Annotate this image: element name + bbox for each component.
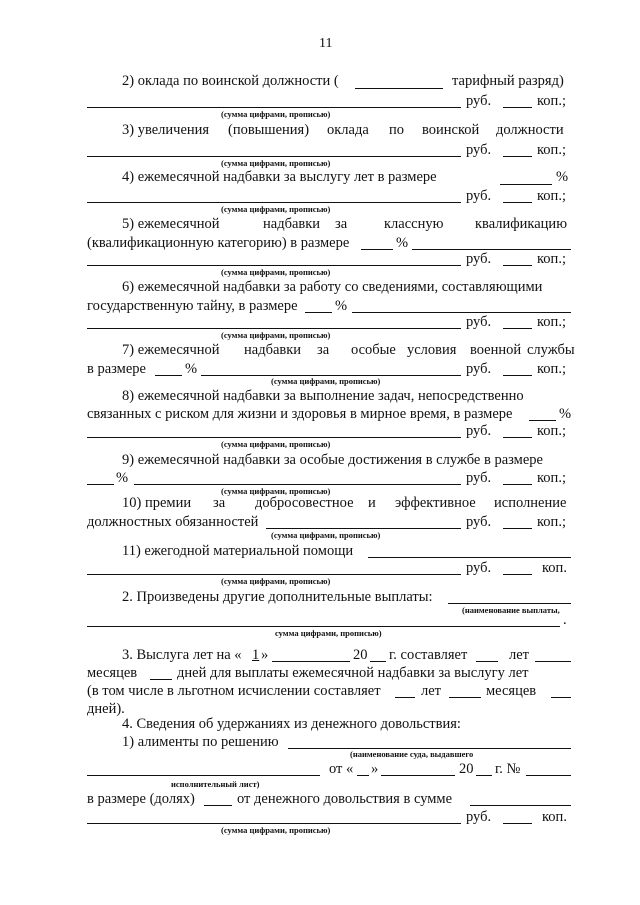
- sum-caption: (сумма цифрами, прописью): [271, 376, 381, 386]
- item-3-word: по: [389, 122, 405, 138]
- pref-years-field[interactable]: [395, 697, 415, 698]
- sum-caption: (сумма цифрами, прописью): [221, 825, 331, 835]
- item-3-word: должности: [496, 122, 564, 138]
- section-3-text: г. составляет: [389, 647, 468, 663]
- kop-label: коп.: [542, 560, 567, 576]
- kop-field-9[interactable]: [503, 484, 532, 485]
- from-text: »: [371, 761, 379, 777]
- kop-field-8[interactable]: [503, 437, 532, 438]
- kop-label: коп.;: [537, 361, 566, 377]
- writ-caption: исполнительный лист): [171, 779, 260, 789]
- percent-sign: %: [335, 298, 348, 314]
- item-7-word: 7) ежемесячной: [122, 342, 220, 358]
- kop-label: коп.;: [537, 423, 566, 439]
- year-prefix: 20: [459, 761, 474, 777]
- years-field[interactable]: [476, 661, 498, 662]
- sum-field-4[interactable]: [87, 202, 461, 203]
- sum-field-5b[interactable]: [87, 265, 461, 266]
- item-2-text-end: тарифный разряд): [452, 73, 564, 89]
- payment-name-caption: (наименование выплаты,: [462, 605, 560, 615]
- percent-sign: %: [559, 406, 572, 422]
- item-6-text: государственную тайну, в размере: [87, 298, 298, 314]
- item-3-word: 3) увеличения: [122, 122, 210, 138]
- sum-field-2[interactable]: [87, 107, 461, 108]
- item-11-text: 11) ежегодной материальной помощи: [122, 543, 354, 559]
- decision-day-field[interactable]: [357, 775, 369, 776]
- rub-label: руб.: [466, 514, 492, 530]
- section-3-text: месяцев: [87, 665, 138, 681]
- rub-label: руб.: [466, 93, 492, 109]
- kop-field-alimony[interactable]: [503, 823, 532, 824]
- item-10-word: исполнение: [494, 495, 567, 511]
- rub-label: руб.: [466, 423, 492, 439]
- percent-sign: %: [396, 235, 409, 251]
- percent-sign: %: [116, 470, 129, 486]
- sum-caption: (сумма цифрами, прописью): [221, 158, 331, 168]
- sum-caption: (сумма цифрами, прописью): [221, 576, 331, 586]
- service-year-field[interactable]: [370, 661, 386, 662]
- rub-label: руб.: [466, 361, 492, 377]
- section-4-heading: 4. Сведения об удержаниях из денежного довольствия:: [122, 716, 461, 732]
- percent-field-8[interactable]: [529, 420, 556, 421]
- sum-caption: (сумма цифрами, прописью): [221, 439, 331, 449]
- item-10-word: и: [368, 495, 376, 511]
- kop-label: коп.;: [537, 514, 566, 530]
- section-3-text: лет: [509, 647, 530, 663]
- court-name-field[interactable]: [87, 775, 320, 776]
- years-tail-field[interactable]: [535, 661, 571, 662]
- kop-label: коп.;: [537, 188, 566, 204]
- kop-field-7[interactable]: [503, 375, 532, 376]
- item-4-text: 4) ежемесячной надбавки за выслугу лет в размере: [122, 169, 437, 185]
- sum-caption: (сумма цифрами, прописью): [221, 330, 331, 340]
- rub-label: руб.: [466, 560, 492, 576]
- item-10-text: должностных обязанностей: [87, 514, 259, 530]
- item-9-text: 9) ежемесячной надбавки за особые достижения в службе в размере: [122, 452, 543, 468]
- sum-field-6a[interactable]: [352, 312, 571, 313]
- tariff-grade-field[interactable]: [355, 88, 443, 89]
- percent-field-9[interactable]: [87, 484, 114, 485]
- sum-caption: (сумма цифрами, прописью): [271, 530, 381, 540]
- sum-field-11b[interactable]: [87, 574, 461, 575]
- kop-label: коп.;: [537, 93, 566, 109]
- sum-caption: (сумма цифрами, прописью): [221, 267, 331, 277]
- kop-field-10[interactable]: [503, 528, 532, 529]
- kop-field-6[interactable]: [503, 328, 532, 329]
- sum-field-6b[interactable]: [87, 328, 461, 329]
- alimony-sum-field-a[interactable]: [470, 805, 571, 806]
- other-payments-field-a[interactable]: [448, 603, 571, 604]
- kop-label: коп.;: [537, 251, 566, 267]
- percent-field-4[interactable]: [500, 184, 552, 185]
- kop-field-2[interactable]: [503, 107, 532, 108]
- item-7-word: надбавки: [244, 342, 302, 358]
- item-10-word: за: [213, 495, 226, 511]
- item-10-word: эффективное: [395, 495, 476, 511]
- item-7-word: за: [317, 342, 330, 358]
- sum-caption: (сумма цифрами, прописью): [221, 109, 331, 119]
- kop-label: коп.;: [537, 314, 566, 330]
- service-month-field[interactable]: [272, 661, 350, 662]
- sum-caption: сумма цифрами, прописью): [275, 628, 382, 638]
- alimony-size-text: в размере (долях): [87, 791, 195, 807]
- rub-label: руб.: [466, 142, 492, 158]
- sum-caption: (сумма цифрами, прописью): [221, 204, 331, 214]
- alimony-text: 1) алименты по решению: [122, 734, 279, 750]
- share-field[interactable]: [204, 805, 232, 806]
- rub-label: руб.: [466, 809, 492, 825]
- item-7-word: особые: [351, 342, 396, 358]
- percent-sign: %: [185, 361, 198, 377]
- item-5-text: (квалификационную категорию) в размере: [87, 235, 350, 251]
- service-day: 1: [252, 647, 260, 663]
- alimony-sum-field-b[interactable]: [87, 823, 461, 824]
- item-3-word: оклада: [327, 122, 369, 138]
- percent-field-7[interactable]: [155, 375, 182, 376]
- number-text: г. №: [495, 761, 521, 777]
- sum-field-10[interactable]: [266, 528, 461, 529]
- section-3-text: 3. Выслуга лет на «: [122, 647, 242, 663]
- percent-sign: %: [556, 169, 569, 185]
- item-5-word: за: [335, 216, 348, 232]
- pref-months-field[interactable]: [449, 697, 481, 698]
- item-7-word: военной: [470, 342, 522, 358]
- item-3-word: (повышения): [228, 122, 310, 138]
- from-text: от «: [329, 761, 354, 777]
- item-6-text: 6) ежемесячной надбавки за работу со сведениями, составляющими: [122, 279, 543, 295]
- page-number: 11: [319, 36, 333, 51]
- period: .: [563, 612, 567, 628]
- rub-label: руб.: [466, 251, 492, 267]
- item-10-word: добросовестное: [255, 495, 354, 511]
- year-prefix: 20: [353, 647, 368, 663]
- item-5-word: квалификацию: [475, 216, 568, 232]
- item-5-word: 5) ежемесячной: [122, 216, 220, 232]
- other-payments-field-b[interactable]: [87, 626, 560, 627]
- item-5-word: классную: [384, 216, 444, 232]
- item-8-text: 8) ежемесячной надбавки за выполнение задач, непосредственно: [122, 388, 524, 404]
- kop-field-3[interactable]: [503, 156, 532, 157]
- court-name-caption: (наименование суда, выдавшего: [350, 749, 474, 759]
- sum-field-9[interactable]: [134, 484, 461, 485]
- item-7-word: условия: [407, 342, 457, 358]
- item-10-word: 10) премии: [122, 495, 192, 511]
- decision-number-field[interactable]: [526, 775, 571, 776]
- section-2-text: 2. Произведены другие дополнительные выплаты:: [122, 589, 433, 605]
- kop-label: коп.;: [537, 142, 566, 158]
- section-3-text: дней для выплаты ежемесячной надбавки за выслугу лет: [177, 665, 529, 681]
- sum-field-3[interactable]: [87, 156, 461, 157]
- percent-field-5[interactable]: [361, 249, 393, 250]
- kop-label: коп.: [542, 809, 567, 825]
- sum-field-8[interactable]: [87, 437, 461, 438]
- section-3-text: (в том числе в льготном исчислении составляет: [87, 683, 381, 699]
- decision-month-field[interactable]: [381, 775, 455, 776]
- sum-field-11a[interactable]: [368, 557, 571, 558]
- rub-label: руб.: [466, 470, 492, 486]
- sum-caption: (сумма цифрами, прописью): [221, 486, 331, 496]
- kop-field-5[interactable]: [503, 265, 532, 266]
- item-3-word: воинской: [422, 122, 480, 138]
- kop-field-4[interactable]: [503, 202, 532, 203]
- item-2-text: 2) оклада по воинской должности (: [122, 73, 339, 89]
- percent-field-6[interactable]: [305, 312, 332, 313]
- item-7-word: службы: [527, 342, 575, 358]
- kop-label: коп.;: [537, 470, 566, 486]
- section-3-text: дней).: [87, 701, 125, 717]
- months-field[interactable]: [150, 679, 172, 680]
- pref-days-field[interactable]: [551, 697, 571, 698]
- rub-label: руб.: [466, 314, 492, 330]
- section-3-text: »: [261, 647, 269, 663]
- decision-year-field[interactable]: [476, 775, 492, 776]
- rub-label: руб.: [466, 188, 492, 204]
- kop-field-11[interactable]: [503, 574, 532, 575]
- sum-field-5a[interactable]: [412, 249, 571, 250]
- section-3-text: месяцев: [486, 683, 537, 699]
- alimony-size-text: от денежного довольствия в сумме: [237, 791, 453, 807]
- item-5-word: надбавки: [263, 216, 321, 232]
- item-7-text: в размере: [87, 361, 146, 377]
- section-3-text: лет: [421, 683, 442, 699]
- item-8-text: связанных с риском для жизни и здоровья в мирное время, в размере: [87, 406, 513, 422]
